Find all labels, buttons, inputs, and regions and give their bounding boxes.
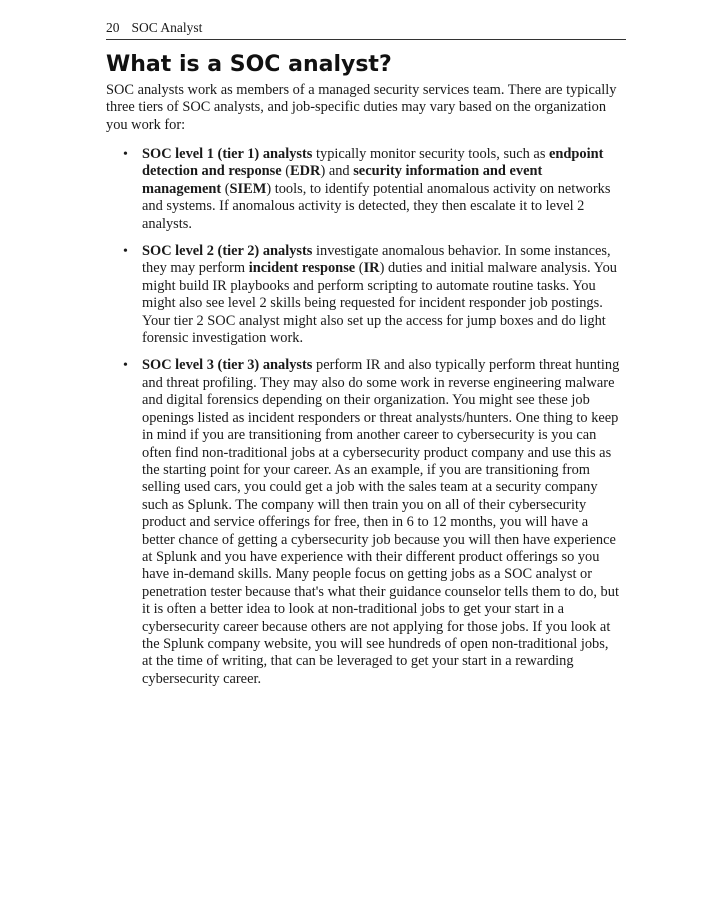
term-edr-full: endpoint detection and response xyxy=(142,146,604,180)
running-header xyxy=(106,18,626,40)
tier-2-text: ) duties and initial malware analysis. You might build IR playbooks and perform scripting to automate routine tasks. You might also see level 2 skills being requested for incident responder job postings. Your tier 2 SOC analyst might also set up the access for jump boxes and do light forensic investigation work. xyxy=(142,260,617,347)
tier-2-text: ( xyxy=(355,260,364,277)
tier-1-text: ( xyxy=(281,163,291,180)
tier-2-label: SOC level 2 (tier 2) analysts xyxy=(142,243,313,260)
intro-paragraph: SOC analysts work as members of a managed security services team. There are typically three tiers of SOC analysts, and job-specific duties may vary based on the organization you work for: xyxy=(106,82,617,133)
tier-1-text: ) and xyxy=(320,163,354,180)
section-title: What is a SOC analyst? xyxy=(106,52,392,77)
tier-1-text: typically monitor security tools, such as xyxy=(312,146,550,162)
term-ir-full: incident response xyxy=(248,260,356,277)
tier-3-text: perform IR and also typically perform threat hunting and threat profiling. They may also do some work in reverse engineering malware and digital forensics depending on their organization. You might see these job openings listed as incident responders or threat analysts/hunters. One thing to keep in mind if you are transitioning from another career to cybersecurity is you can often find non-traditional jobs at a cybersecurity product company and use this as the starting point for your career. As an example, if you are transitioning from selling used cars, you could get a job with the sales team at a security company such as Splunk. The company will then train you on all of their cybersecurity product and service offerings for free, then in 6 to 12 months, you will have a better chance of getting a cybersecurity job because you will then have experience at Splunk and you have experience with their different product offerings so you have in-demand skills. Many people focus on getting jobs as a SOC analyst or penetration tester because that's what their guidance counselor tells them to do, but it is often a better idea to look at non-traditional jobs to get your start in a cybersecurity career because others are not applying for those jobs. If you look at the Splunk company website, you will see hundreds of open non-traditional jobs, at the time of writing, that can be leveraged to get your start in a rewarding cybersecurity career. xyxy=(142,357,620,687)
running-title: SOC Analyst xyxy=(131,20,203,35)
term-siem: SIEM xyxy=(229,180,267,197)
bullet-icon: • xyxy=(123,147,128,162)
bullet-icon: • xyxy=(123,358,128,374)
tier-3-label: SOC level 3 (tier 3) analysts xyxy=(142,357,313,374)
tier-1-label: SOC level 1 (tier 1) analysts xyxy=(142,146,313,162)
term-edr: EDR xyxy=(290,163,321,180)
bullet-icon: • xyxy=(123,244,128,260)
term-ir: IR xyxy=(363,260,380,277)
tier-2-text: investigate anomalous behavior. In some instances, they may perform xyxy=(142,243,611,277)
tier-list xyxy=(106,146,620,698)
tier-2-item xyxy=(106,243,620,347)
tier-1-item xyxy=(106,146,620,233)
tier-1-text: ) tools, to identify potential anomalous activity on networks and systems. If anomalous activity is detected, they then escalate it to level 2 analysts. xyxy=(142,180,611,232)
tier-3-item xyxy=(106,357,620,688)
term-siem-full: security information and event management xyxy=(142,163,543,197)
tier-1-text: ( xyxy=(221,180,230,197)
page-number: 20 xyxy=(106,20,120,35)
